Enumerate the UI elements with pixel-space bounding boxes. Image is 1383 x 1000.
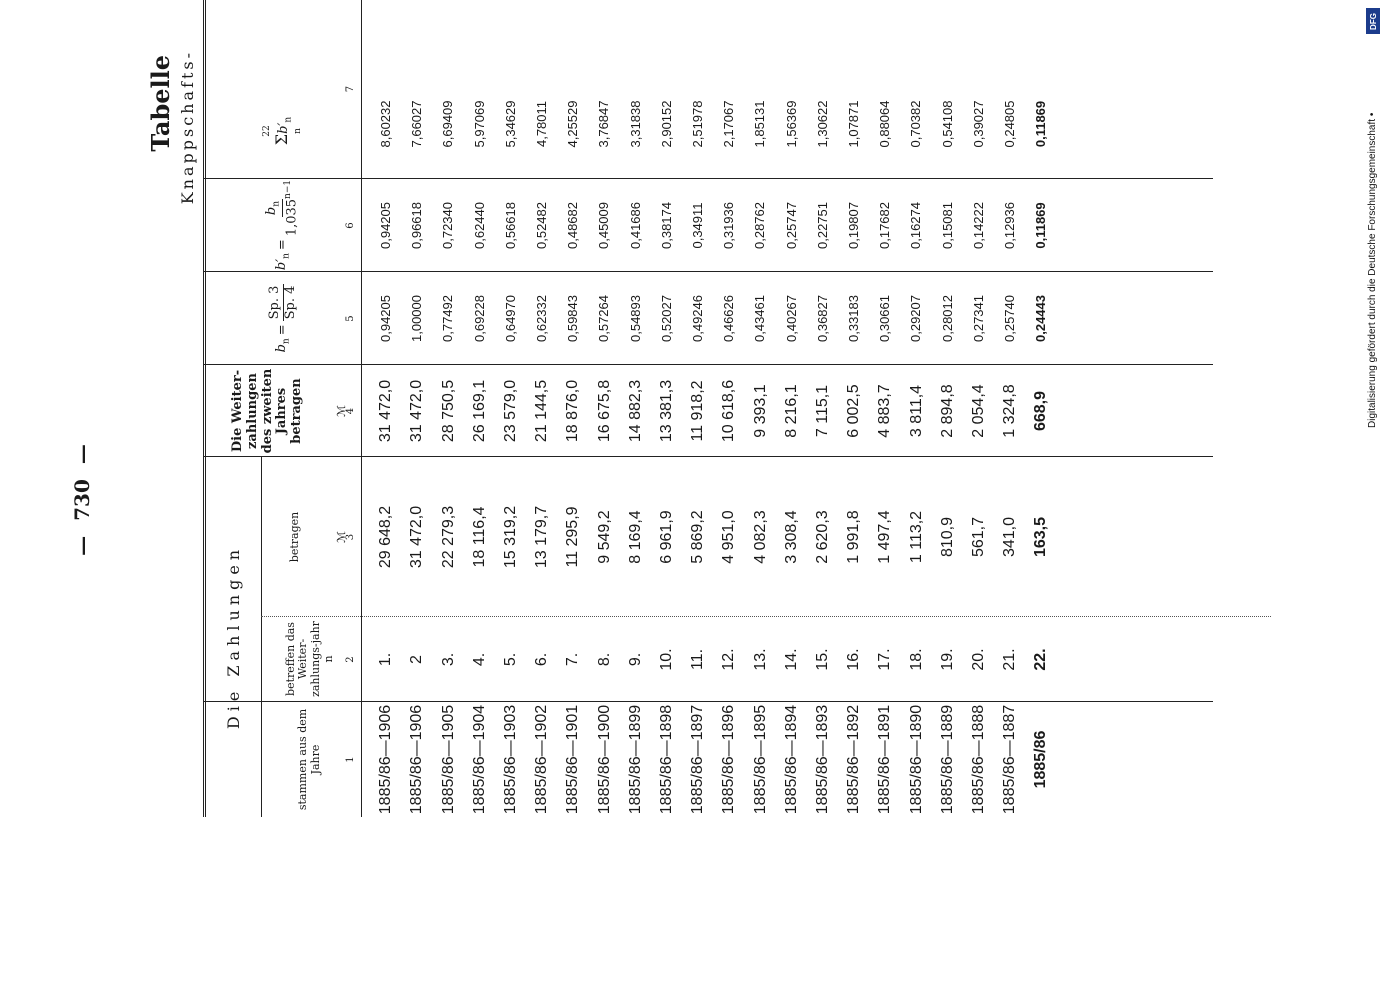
cell-c7: 1,30622 [814,100,830,148]
cell-year: 1885/86—1888 [970,704,988,815]
cell-c5: 0,49246 [690,295,706,342]
group-rule [261,457,262,817]
cell-c3: 31 472,0 [408,505,426,569]
colnum-3: 3 [345,533,357,541]
cell-n: 4. [470,652,488,667]
dfg-credit-text: Digitalisierung gefördert durch die Deutsche Forschungsgemeinschaft • [1366,112,1378,428]
cell-year: 1885/86—1904 [470,704,488,815]
cell-c7: 1,56369 [783,100,799,148]
colnum-5: 5 [345,315,357,322]
cell-c3: 11 295,9 [564,506,582,568]
cell-c5: 1,00000 [409,295,425,342]
cell-c6: 0,19807 [846,202,862,249]
cell-n: 1. [377,652,395,667]
col6-fraction: $b_n$ $1,035^{n-1}$ [264,179,300,237]
cell-c7: 7,66027 [409,100,425,148]
cell-c4: 14 882,3 [626,379,644,443]
cell-c4: 2 894,8 [938,384,956,438]
cell-c6: 0,45009 [596,202,612,249]
cell-c7: 1,85131 [752,100,768,148]
cell-c6: 0,72340 [440,202,456,249]
cell-c3: 29 648,2 [377,505,395,569]
cell-c4: 31 472,0 [408,379,426,443]
cell-n: 12. [720,648,738,671]
cell-c5: 0,36827 [814,295,830,342]
cell-c7: 3,31838 [627,100,643,148]
cell-c3: 22 279,3 [439,505,457,569]
col5-lhs: $b_n$ [273,338,292,353]
cell-c6: 0,16274 [908,202,924,249]
cell-c7: 1,07871 [846,100,862,148]
cell-c3: 4 951,0 [720,510,738,564]
cell-n: 15. [814,648,832,671]
cell-c7: 2,17067 [721,100,737,148]
colnum-1: 1 [345,756,357,763]
table-row [496,0,527,817]
table-row [745,0,776,817]
cell-year: 1885/86—1894 [782,704,800,815]
table-row [901,0,932,817]
cell-c6: 0,11869 [1033,202,1049,249]
cell-c5: 0,46626 [721,295,737,342]
cell-c5: 0,62332 [534,295,550,342]
table-row [589,0,620,817]
cell-c7: 0,39027 [970,100,986,148]
cell-c5: 0,43461 [752,295,768,342]
cell-c6: 0,25747 [783,202,799,249]
cell-c7: 0,24805 [1002,100,1018,148]
cell-c3: 8 169,4 [626,510,644,564]
cell-year: 1885/86—1891 [876,704,894,815]
cell-c3: 810,9 [938,516,956,558]
cell-n: 11. [689,648,707,671]
cell-c7: 5,34629 [502,100,518,148]
table-row [402,0,433,817]
cell-c4: 8 216,1 [782,384,800,438]
cell-c4: 1 324,8 [1001,384,1019,438]
colnum-7: 7 [345,85,357,93]
col6-lhs: $b'_n$ [273,253,292,271]
cell-c5: 0,77492 [440,295,456,342]
cell-c7: 0,54108 [939,100,955,148]
cell-c5: 0,24443 [1033,295,1049,342]
cell-c4: 11 918,2 [689,380,707,442]
cell-c5: 0,69228 [471,295,487,342]
cell-year: 1885/86—1890 [907,704,925,815]
cell-n: 6. [533,652,551,667]
dfg-credit [1365,38,1379,428]
cell-c5: 0,94205 [378,295,394,342]
cell-year: 1885/86—1898 [658,704,676,815]
cell-c3: 13 179,7 [533,505,551,569]
page-dash-left: — [70,535,94,556]
cell-c4: 21 144,5 [533,379,551,443]
cell-c5: 0,30661 [877,295,893,342]
cell-n: 18. [907,648,925,671]
colnum-2: 2 [345,656,357,663]
cell-c5: 0,57264 [596,295,612,342]
cell-c5: 0,59843 [565,295,581,342]
cell-c3: 15 319,2 [502,505,520,569]
cell-c5: 0,27341 [970,295,986,342]
table-row [777,0,808,817]
cell-c7: 5,97069 [471,100,487,148]
cell-n: 19. [938,648,956,671]
cell-n: 14. [782,648,800,671]
cell-c5: 0,25740 [1002,295,1018,342]
table-row [808,0,839,817]
cell-c4: 2 054,4 [970,384,988,438]
cell-c4: 13 381,3 [658,379,676,443]
table-row [621,0,652,817]
table-row [558,0,589,817]
table-row [371,0,402,817]
cell-c6: 0,15081 [939,202,955,249]
cell-c4: 6 002,5 [845,384,863,438]
cell-c3: 1 497,4 [876,510,894,564]
cell-c5: 0,28012 [939,295,955,342]
colnum-rule [361,0,362,817]
cell-c6: 0,62440 [471,202,487,249]
cell-c4: 31 472,0 [377,379,395,443]
colnum-6: 6 [345,222,357,229]
cell-c5: 0,40267 [783,295,799,342]
cell-c6: 0,22751 [814,202,830,249]
table-row [465,0,496,817]
cell-n: 5. [502,652,520,667]
header-col5-formula: $b_n$ = Sp. 3 Sp. 4 [266,285,298,353]
cell-c7: 4,25529 [565,100,581,148]
cell-c7: 2,51978 [690,100,706,148]
table-row [433,0,464,817]
cell-c7: 0,70382 [908,100,924,148]
cell-c5: 0,33183 [846,295,862,342]
cell-c6: 0,48682 [565,202,581,249]
cell-c7: 3,76847 [596,100,612,148]
cell-c6: 0,17682 [877,202,893,249]
cell-n: 8. [595,652,613,667]
page-dash-right: — [70,444,94,465]
cell-c5: 0,29207 [908,295,924,342]
cell-year: 1885/86—1905 [439,704,457,815]
cell-year: 1885/86—1901 [564,704,582,815]
cell-year: 1885/86—1906 [377,704,395,815]
table-row [964,0,995,817]
cell-c3: 3 308,4 [782,510,800,564]
data-table [203,0,1213,817]
colnum-4: 4 [345,407,357,415]
cell-year: 1885/86—1896 [720,704,738,815]
cell-n: 21. [1001,648,1019,671]
cell-c6: 0,52482 [534,202,550,249]
header-col4: Die Weiter-zahlungen des zweiten Jahres betragen [229,368,305,454]
header-col7-formula: 22 $\Sigma b'_n$ n [262,116,304,146]
cell-year: 1885/86—1897 [689,704,707,815]
table-row [839,0,870,817]
table-subtitle: Knappschafts- [178,50,197,205]
table-top-rule [203,0,206,817]
header-col4-unit: ℳ [334,405,348,417]
cell-c3: 1 991,8 [845,510,863,564]
cell-year: 1885/86—1899 [626,704,644,815]
cell-c4: 10 618,6 [720,379,738,443]
cell-n: 9. [626,652,644,667]
table-row [995,0,1026,817]
cell-c4: 3 811,4 [907,384,925,438]
cell-c6: 0,12936 [1002,202,1018,249]
cell-c6: 0,28762 [752,202,768,249]
table-row [652,0,683,817]
cell-year: 1885/86—1893 [814,704,832,815]
cell-c3: 561,7 [970,516,988,558]
dfg-logo: DFG [1366,8,1380,34]
table-row [870,0,901,817]
cell-c6: 0,14222 [970,202,986,249]
cell-n: 7. [564,652,582,667]
cell-c7: 8,60232 [378,100,394,148]
cell-c6: 0,96618 [409,202,425,249]
cell-c4: 16 675,8 [595,379,613,443]
cell-c5: 0,54893 [627,295,643,342]
cell-c3: 6 961,9 [658,510,676,564]
cell-year: 1885/86—1892 [845,704,863,815]
cell-n: 2 [408,655,426,664]
cell-c7: 2,90152 [658,100,674,148]
cell-c7: 6,69409 [440,100,456,148]
cell-c4: 7 115,1 [814,384,832,438]
cell-n: 13. [751,648,769,671]
cell-c4: 668,9 [1032,390,1050,432]
cell-year: 1885/86—1889 [938,704,956,815]
cell-year: 1885/86 [1032,730,1050,789]
cell-n: 10. [658,648,676,671]
cell-year: 1885/86—1906 [408,704,426,815]
table-title: Tabelle [146,55,175,152]
page-header [70,0,116,1000]
table-row [1026,0,1057,817]
table-row [933,0,964,817]
cell-c3: 18 116,4 [470,506,488,568]
cell-n: 3. [439,652,457,667]
cell-c4: 26 169,1 [470,379,488,443]
cell-c4: 18 876,0 [564,379,582,443]
cell-n: 16. [845,648,863,671]
cell-c4: 9 393,1 [751,384,769,438]
cell-c3: 163,5 [1032,516,1050,558]
cell-c4: 23 579,0 [502,379,520,443]
col5-fraction: Sp. 3 Sp. 4 [266,285,298,320]
cell-c3: 2 620,3 [814,510,832,564]
cell-c6: 0,94205 [378,202,394,249]
table-row [714,0,745,817]
cell-c3: 1 113,2 [907,510,925,564]
cell-year: 1885/86—1902 [533,704,551,815]
cell-c7: 4,78011 [534,100,550,148]
cell-c6: 0,41686 [627,202,643,249]
cell-n: 20. [970,648,988,671]
cell-c5: 0,64970 [502,295,518,342]
cell-c4: 28 750,5 [439,379,457,443]
cell-c6: 0,31936 [721,202,737,249]
cell-n: 22. [1032,648,1050,671]
cell-c3: 4 082,3 [751,510,769,564]
cell-c7: 0,88064 [877,100,893,148]
cell-c6: 0,38174 [658,202,674,249]
header-col6-formula: $b'_n$ = $b_n$ $1,035^{n-1}$ [264,179,300,271]
page-number: 730 [70,479,94,521]
header-group-zahlungen: Die Zahlungen [223,544,243,730]
cell-c7: 0,11869 [1033,100,1049,148]
header-col3: betragen [287,511,301,563]
table-row [683,0,714,817]
cell-c4: 4 883,7 [876,384,894,438]
cell-c5: 0,52027 [658,295,674,342]
cell-c6: 0,34911 [690,202,706,249]
cell-year: 1885/86—1903 [502,704,520,815]
cell-c3: 9 549,2 [595,510,613,564]
cell-c3: 341,0 [1001,516,1019,558]
cell-year: 1885/86—1900 [595,704,613,815]
table-row [527,0,558,817]
cell-c3: 5 869,2 [689,510,707,564]
header-col2: betreffen das Weiter-zahlungs-jahr n [283,621,335,697]
header-col3-unit: ℳ [334,531,348,543]
cell-c6: 0,56618 [502,202,518,249]
header-col1: stammen aus dem Jahre [296,708,322,811]
cell-n: 17. [876,648,894,671]
cell-year: 1885/86—1895 [751,704,769,815]
cell-year: 1885/86—1887 [1001,704,1019,815]
